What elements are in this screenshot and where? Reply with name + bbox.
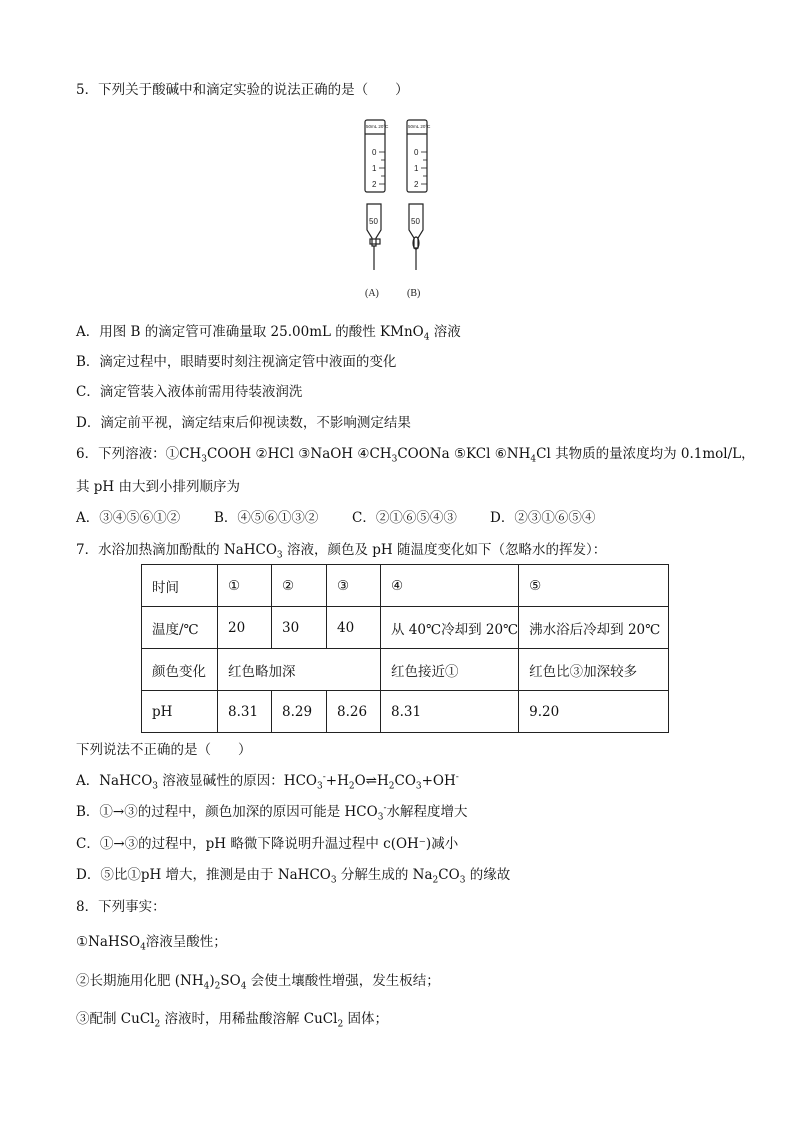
tick-b-1: 1 <box>414 164 419 173</box>
q5-stem: 5．下列关于酸碱中和滴定实验的说法正确的是（ ） <box>76 82 409 98</box>
mark-a-50: 50 <box>369 217 378 226</box>
table-cell: ② <box>272 565 327 607</box>
table-cell: pH <box>142 691 218 733</box>
table-cell: 红色接近① <box>381 649 519 691</box>
mark-b-50: 50 <box>411 217 420 226</box>
table-cell: ① <box>218 565 272 607</box>
q8-fact-2: ②长期施用化肥 $(NH_4)_2SO_4$ 会使土壤酸性增强，发生板结； <box>76 973 440 992</box>
table-cell: ③ <box>327 565 381 607</box>
burette-figure <box>360 118 440 304</box>
label-b: (B) <box>407 288 421 299</box>
label-a: (A) <box>365 288 379 299</box>
table-cell: 8.31 <box>218 691 272 733</box>
table-cell: 时间 <box>142 565 218 607</box>
tick-a-2: 2 <box>372 180 377 189</box>
q5-option-a: A．用图 B 的滴定管可准确量取 25.00mL 的酸性 KMnO$_4$ 溶液 <box>76 324 461 343</box>
table-cell: 8.29 <box>272 691 327 733</box>
table-cell: 30 <box>272 607 327 649</box>
table-cell: ④ <box>381 565 519 607</box>
q7-option-a: A．NaHCO$_3$ 溶液显碱性的原因：$HCO_3^-+H_2O\rightleftharpoons H_2CO_3+OH^-$ <box>76 772 459 792</box>
q6-stem: 6．下列溶液：$①CH_3COOH$ ②HCl ③NaOH $④CH_3COONa$ ⑤KCl $⑥NH_4Cl$ 其物质的量浓度均为 0.1mol/L， <box>76 446 755 465</box>
q6-options <box>76 508 596 528</box>
table-cell: 40 <box>327 607 381 649</box>
q8-fact-1: ①NaHSO$_4$溶液呈酸性； <box>76 934 227 953</box>
tick-b-0: 0 <box>414 148 419 157</box>
q6-option-a: A．③④⑤⑥①② <box>76 510 181 526</box>
q5-option-d: D．滴定前平视，滴定结束后仰视读数，不影响测定结果 <box>76 415 411 431</box>
tick-a-0: 0 <box>372 148 377 157</box>
table-cell: 9.20 <box>519 691 669 733</box>
cap-b: 50mL 20°C <box>408 124 431 129</box>
table-cell: 颜色变化 <box>142 649 218 691</box>
table-cell: 8.26 <box>327 691 381 733</box>
table-row <box>142 649 669 691</box>
table-cell: ⑤ <box>519 565 669 607</box>
table-cell: 8.31 <box>381 691 519 733</box>
temperature-table <box>141 564 669 733</box>
table-cell: 红色略加深 <box>218 649 381 691</box>
table-row <box>142 607 669 649</box>
q6-option-d: D．②③①⑥⑤④ <box>490 510 596 526</box>
table-cell: 20 <box>218 607 272 649</box>
tick-b-2: 2 <box>414 180 419 189</box>
q7-stem: 7．水浴加热滴加酚酞的 NaHCO$_3$ 溶液，颜色及 pH 随温度变化如下（忽略水的挥发）： <box>76 542 607 561</box>
q6-option-c: C．②①⑥⑤④③ <box>352 510 457 526</box>
burette-a-lower <box>367 204 381 270</box>
q7-sub-stem: 下列说法不正确的是（ ） <box>76 742 252 758</box>
burette-b-lower <box>409 204 423 270</box>
q8-fact-3: ③配制 CuCl$_2$ 溶液时，用稀盐酸溶解 CuCl$_2$ 固体； <box>76 1011 388 1030</box>
table-row <box>142 565 669 607</box>
table-cell: 从 40℃冷却到 20℃ <box>381 607 519 649</box>
table-row <box>142 691 669 733</box>
q7-option-d: D．⑤比①pH 增大，推测是由于 NaHCO$_3$ 分解生成的 $Na_2CO_3$ 的缘故 <box>76 867 511 886</box>
q6-stem-2: 其 pH 由大到小排列顺序为 <box>76 479 240 495</box>
q8-stem: 8．下列事实： <box>76 899 166 915</box>
q6-option-b: B．④⑤⑥①③② <box>214 510 319 526</box>
table-cell: 温度/℃ <box>142 607 218 649</box>
table-cell: 沸水浴后冷却到 20℃ <box>519 607 669 649</box>
table-cell: 红色比③加深较多 <box>519 649 669 691</box>
q7-option-c: C．①→③的过程中，pH 略微下降说明升温过程中 c(OH⁻)减小 <box>76 836 459 852</box>
q5-option-c: C．滴定管装入液体前需用待装液润洗 <box>76 384 303 400</box>
q5-option-b: B．滴定过程中，眼睛要时刻注视滴定管中液面的变化 <box>76 354 397 370</box>
q7-option-b: B．①→③的过程中，颜色加深的原因可能是 $HCO_3^-$水解程度增大 <box>76 803 468 823</box>
tick-a-1: 1 <box>372 164 377 173</box>
cap-a: 50mL 20°C <box>366 124 389 129</box>
